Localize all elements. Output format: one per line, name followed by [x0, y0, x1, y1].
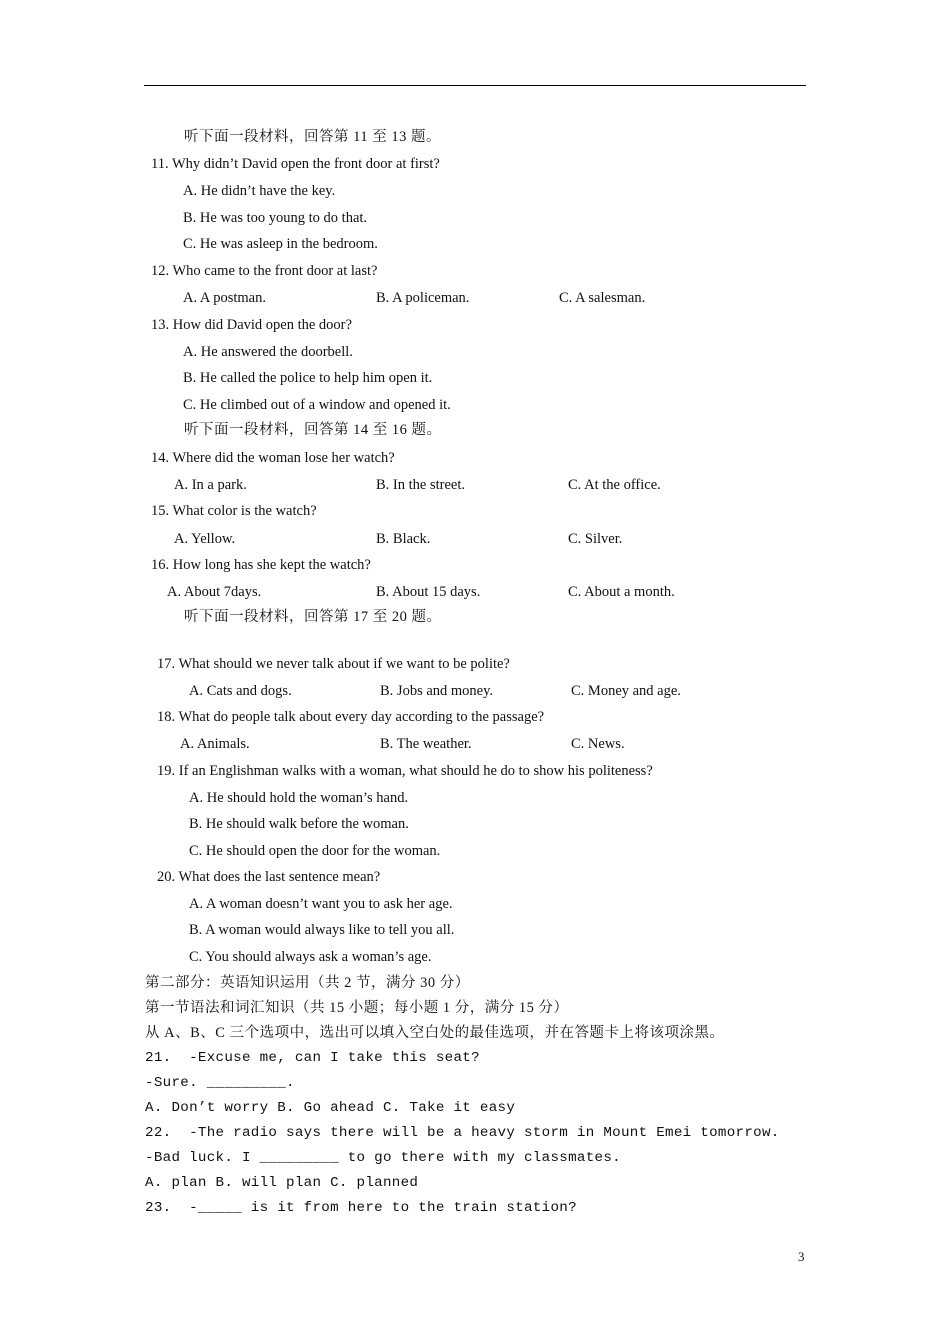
- listening-q19a: A. He should hold the woman’s hand.: [189, 790, 409, 806]
- listening-q19c: C. He should open the door for the woman.: [189, 843, 441, 859]
- listening-h3: 听下面一段材料，回答第 17 至 20 题。: [184, 609, 442, 625]
- page-number: 3: [798, 1249, 805, 1264]
- part2-q21r: -Sure. _________.: [145, 1075, 295, 1091]
- listening-q18b: B. The weather.: [380, 736, 472, 752]
- listening-q15a: A. Yellow.: [174, 531, 236, 547]
- listening-q11c: C. He was asleep in the bedroom.: [183, 236, 378, 252]
- listening-q18: 18. What do people talk about every day according to the passage?: [157, 709, 545, 725]
- listening-q16b: B. About 15 days.: [376, 584, 481, 600]
- listening-q14a: A. In a park.: [174, 477, 247, 493]
- part2-p2: 第二部分：英语知识运用（共 2 节，满分 30 分）: [145, 975, 470, 991]
- listening-q18c: C. News.: [571, 736, 625, 752]
- listening-q14c: C. At the office.: [568, 477, 661, 493]
- listening-q17a: A. Cats and dogs.: [189, 683, 292, 699]
- listening-q15: 15. What color is the watch?: [151, 503, 317, 519]
- listening-h2: 听下面一段材料，回答第 14 至 16 题。: [184, 422, 442, 438]
- part2-q21: 21. -Excuse me, can I take this seat?: [145, 1050, 480, 1066]
- part2-q22o: A. plan B. will plan C. planned: [145, 1175, 419, 1191]
- listening-q13b: B. He called the police to help him open it.: [183, 370, 433, 386]
- part2-q22: 22. -The radio says there will be a heavy storm in Mount Emei tomorrow.: [145, 1125, 780, 1141]
- header-rule: [144, 85, 806, 86]
- part2-q22r: -Bad luck. I _________ to go there with my classmates.: [145, 1150, 621, 1166]
- listening-q20c: C. You should always ask a woman’s age.: [189, 949, 432, 965]
- listening-q20b: B. A woman would always like to tell you all.: [189, 922, 455, 938]
- listening-q14: 14. Where did the woman lose her watch?: [151, 450, 395, 466]
- part2-q21o: A. Don’t worry B. Go ahead C. Take it easy: [145, 1100, 516, 1116]
- listening-q13a: A. He answered the doorbell.: [183, 344, 353, 360]
- part2-q23: 23. -_____ is it from here to the train station?: [145, 1200, 577, 1216]
- listening-q16: 16. How long has she kept the watch?: [151, 557, 371, 573]
- part2-p2s1: 第一节语法和词汇知识（共 15 小题；每小题 1 分，满分 15 分）: [145, 1000, 569, 1016]
- listening-q17c: C. Money and age.: [571, 683, 681, 699]
- listening-q13c: C. He climbed out of a window and opened it.: [183, 397, 451, 413]
- listening-q16c: C. About a month.: [568, 584, 675, 600]
- listening-q13: 13. How did David open the door?: [151, 317, 352, 333]
- listening-q20: 20. What does the last sentence mean?: [157, 869, 381, 885]
- listening-q20a: A. A woman doesn’t want you to ask her age.: [189, 896, 453, 912]
- listening-q15b: B. Black.: [376, 531, 431, 547]
- listening-q17: 17. What should we never talk about if we want to be polite?: [157, 656, 510, 672]
- listening-h1: 听下面一段材料，回答第 11 至 13 题。: [184, 129, 441, 145]
- listening-q12c: C. A salesman.: [559, 290, 646, 306]
- listening-q11b: B. He was too young to do that.: [183, 210, 368, 226]
- listening-q11: 11. Why didn’t David open the front door at first?: [151, 156, 440, 172]
- part2-p2ins: 从 A、B、C 三个选项中，选出可以填入空白处的最佳选项，并在答题卡上将该项涂黑。: [145, 1025, 725, 1041]
- listening-q12b: B. A policeman.: [376, 290, 470, 306]
- listening-q12a: A. A postman.: [183, 290, 266, 306]
- listening-q19b: B. He should walk before the woman.: [189, 816, 409, 832]
- listening-q12: 12. Who came to the front door at last?: [151, 263, 378, 279]
- listening-q14b: B. In the street.: [376, 477, 465, 493]
- listening-q11a: A. He didn’t have the key.: [183, 183, 336, 199]
- listening-q15c: C. Silver.: [568, 531, 623, 547]
- listening-q18a: A. Animals.: [180, 736, 250, 752]
- listening-q19: 19. If an Englishman walks with a woman, what should he do to show his politeness?: [157, 763, 653, 779]
- listening-q17b: B. Jobs and money.: [380, 683, 494, 699]
- listening-q16a: A. About 7days.: [167, 584, 262, 600]
